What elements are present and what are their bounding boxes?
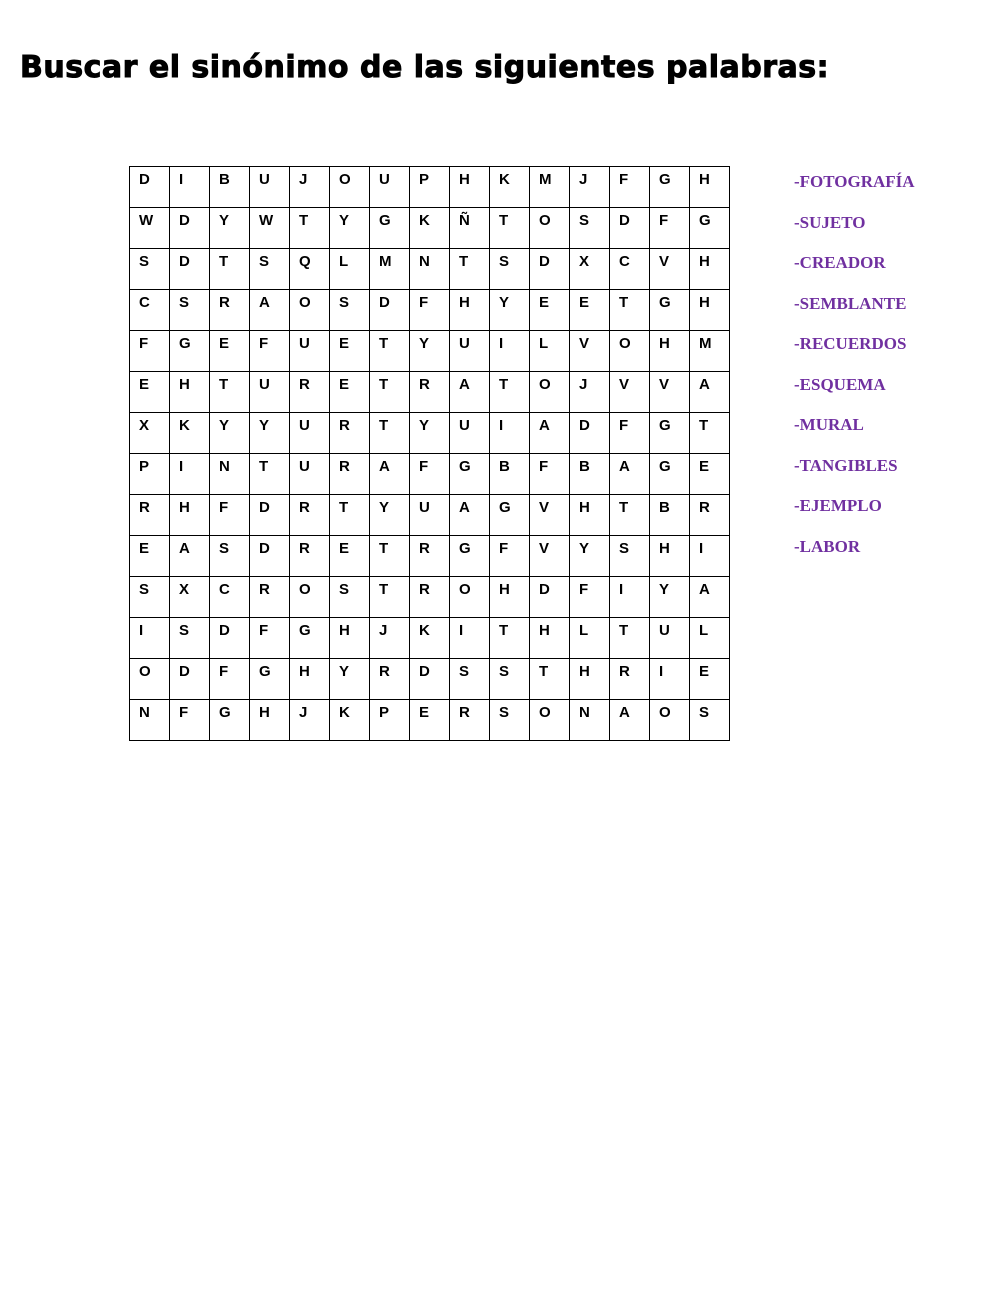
grid-cell: F — [130, 331, 170, 372]
word-search-grid — [129, 166, 730, 741]
grid-cell: T — [370, 577, 410, 618]
grid-cell: J — [570, 167, 610, 208]
grid-row — [130, 167, 730, 208]
grid-cell: C — [210, 577, 250, 618]
grid-cell: D — [530, 249, 570, 290]
word-list-item: -SUJETO — [794, 212, 866, 232]
word-list-item: -ESQUEMA — [794, 374, 886, 394]
grid-cell: S — [490, 249, 530, 290]
grid-cell: S — [170, 618, 210, 659]
grid-cell: G — [690, 208, 730, 249]
grid-cell: G — [290, 618, 330, 659]
grid-cell: F — [210, 659, 250, 700]
grid-cell: H — [570, 495, 610, 536]
grid-cell: D — [570, 413, 610, 454]
grid-cell: E — [690, 659, 730, 700]
grid-cell: Ñ — [450, 208, 490, 249]
grid-cell: L — [530, 331, 570, 372]
grid-cell: W — [250, 208, 290, 249]
grid-row — [130, 700, 730, 741]
grid-cell: S — [330, 290, 370, 331]
grid-cell: J — [290, 167, 330, 208]
grid-cell: T — [490, 208, 530, 249]
grid-cell: L — [570, 618, 610, 659]
grid-cell: R — [370, 659, 410, 700]
grid-cell: D — [370, 290, 410, 331]
grid-cell: G — [650, 167, 690, 208]
grid-cell: T — [210, 249, 250, 290]
grid-cell: V — [650, 249, 690, 290]
grid-cell: G — [650, 454, 690, 495]
grid-cell: F — [570, 577, 610, 618]
grid-row — [130, 249, 730, 290]
grid-cell: S — [210, 536, 250, 577]
grid-cell: H — [170, 495, 210, 536]
grid-cell: H — [650, 331, 690, 372]
grid-row — [130, 290, 730, 331]
grid-cell: O — [530, 372, 570, 413]
grid-cell: A — [370, 454, 410, 495]
grid-cell: T — [450, 249, 490, 290]
grid-cell: H — [690, 167, 730, 208]
grid-cell: G — [210, 700, 250, 741]
grid-cell: A — [690, 577, 730, 618]
grid-cell: U — [410, 495, 450, 536]
grid-row — [130, 577, 730, 618]
grid-cell: T — [610, 290, 650, 331]
grid-cell: I — [170, 167, 210, 208]
grid-cell: H — [250, 700, 290, 741]
grid-cell: Y — [210, 208, 250, 249]
word-list-item: -LABOR — [794, 536, 861, 556]
grid-cell: T — [530, 659, 570, 700]
grid-cell: F — [610, 413, 650, 454]
grid-cell: G — [370, 208, 410, 249]
grid-cell: H — [450, 167, 490, 208]
grid-cell: D — [170, 659, 210, 700]
grid-cell: V — [610, 372, 650, 413]
grid-cell: F — [610, 167, 650, 208]
grid-cell: Y — [330, 208, 370, 249]
grid-cell: V — [530, 536, 570, 577]
grid-cell: S — [610, 536, 650, 577]
grid-cell: T — [370, 413, 410, 454]
grid-cell: Y — [410, 331, 450, 372]
grid-cell: A — [610, 700, 650, 741]
grid-cell: D — [610, 208, 650, 249]
grid-cell: Y — [650, 577, 690, 618]
grid-cell: U — [650, 618, 690, 659]
grid-cell: S — [170, 290, 210, 331]
grid-row — [130, 372, 730, 413]
grid-row — [130, 659, 730, 700]
grid-cell: M — [690, 331, 730, 372]
grid-cell: K — [170, 413, 210, 454]
grid-cell: F — [530, 454, 570, 495]
grid-cell: A — [250, 290, 290, 331]
grid-row — [130, 495, 730, 536]
grid-cell: R — [210, 290, 250, 331]
grid-cell: G — [450, 536, 490, 577]
grid-cell: O — [530, 700, 570, 741]
grid-cell: M — [530, 167, 570, 208]
page-title: Buscar el sinónimo de las siguientes palabras: — [20, 50, 830, 85]
grid-cell: F — [410, 290, 450, 331]
grid-cell: K — [330, 700, 370, 741]
grid-cell: S — [450, 659, 490, 700]
grid-cell: U — [450, 413, 490, 454]
grid-cell: R — [250, 577, 290, 618]
grid-cell: U — [250, 372, 290, 413]
grid-cell: A — [610, 454, 650, 495]
grid-cell: O — [530, 208, 570, 249]
grid-cell: Y — [250, 413, 290, 454]
grid-cell: T — [290, 208, 330, 249]
grid-cell: A — [450, 372, 490, 413]
grid-cell: D — [170, 208, 210, 249]
grid-cell: R — [290, 372, 330, 413]
grid-cell: T — [370, 331, 410, 372]
grid-cell: H — [450, 290, 490, 331]
word-list-item: -RECUERDOS — [794, 334, 907, 353]
grid-cell: I — [450, 618, 490, 659]
grid-cell: Y — [210, 413, 250, 454]
grid-cell: T — [210, 372, 250, 413]
word-list-item: -MURAL — [794, 415, 864, 434]
grid-cell: P — [370, 700, 410, 741]
grid-cell: R — [450, 700, 490, 741]
word-list-item: -CREADOR — [794, 253, 886, 272]
word-list-item: -TANGIBLES — [794, 455, 898, 475]
grid-cell: H — [170, 372, 210, 413]
grid-cell: D — [410, 659, 450, 700]
grid-cell: J — [370, 618, 410, 659]
grid-cell: B — [650, 495, 690, 536]
grid-cell: J — [570, 372, 610, 413]
grid-cell: F — [250, 618, 290, 659]
grid-cell: G — [250, 659, 290, 700]
grid-cell: R — [130, 495, 170, 536]
grid-cell: R — [290, 495, 330, 536]
grid-cell: G — [650, 290, 690, 331]
grid-cell: S — [250, 249, 290, 290]
grid-cell: O — [450, 577, 490, 618]
grid-cell: S — [130, 249, 170, 290]
grid-cell: D — [170, 249, 210, 290]
grid-cell: T — [490, 618, 530, 659]
grid-cell: F — [250, 331, 290, 372]
grid-cell: J — [290, 700, 330, 741]
grid-cell: F — [210, 495, 250, 536]
grid-cell: Y — [570, 536, 610, 577]
grid-cell: R — [410, 372, 450, 413]
grid-cell: N — [570, 700, 610, 741]
grid-cell: F — [650, 208, 690, 249]
grid-cell: M — [370, 249, 410, 290]
grid-cell: U — [370, 167, 410, 208]
grid-cell: A — [690, 372, 730, 413]
grid-cell: F — [490, 536, 530, 577]
grid-cell: T — [330, 495, 370, 536]
grid-cell: R — [330, 413, 370, 454]
grid-row — [130, 536, 730, 577]
grid-cell: K — [490, 167, 530, 208]
grid-cell: D — [250, 495, 290, 536]
grid-cell: E — [690, 454, 730, 495]
grid-cell: U — [290, 454, 330, 495]
grid-cell: O — [130, 659, 170, 700]
grid-cell: E — [570, 290, 610, 331]
word-list — [794, 172, 915, 577]
grid-cell: P — [130, 454, 170, 495]
grid-cell: C — [610, 249, 650, 290]
grid-cell: V — [530, 495, 570, 536]
grid-cell: B — [570, 454, 610, 495]
grid-cell: I — [130, 618, 170, 659]
grid-cell: S — [570, 208, 610, 249]
grid-cell: E — [330, 331, 370, 372]
grid-cell: I — [650, 659, 690, 700]
grid-cell: E — [330, 372, 370, 413]
grid-cell: R — [690, 495, 730, 536]
grid-cell: T — [370, 536, 410, 577]
grid-cell: R — [410, 536, 450, 577]
grid-cell: H — [290, 659, 330, 700]
grid-cell: H — [330, 618, 370, 659]
grid-cell: X — [130, 413, 170, 454]
grid-cell: I — [690, 536, 730, 577]
grid-cell: B — [490, 454, 530, 495]
grid-cell: Q — [290, 249, 330, 290]
grid-cell: O — [330, 167, 370, 208]
grid-cell: C — [130, 290, 170, 331]
grid-cell: I — [610, 577, 650, 618]
grid-cell: A — [450, 495, 490, 536]
grid-cell: X — [570, 249, 610, 290]
grid-cell: V — [570, 331, 610, 372]
word-list-item: -SEMBLANTE — [794, 293, 907, 313]
grid-cell: N — [410, 249, 450, 290]
grid-cell: T — [490, 372, 530, 413]
grid-cell: H — [650, 536, 690, 577]
grid-cell: O — [650, 700, 690, 741]
grid-cell: T — [690, 413, 730, 454]
grid-row — [130, 413, 730, 454]
grid-cell: D — [210, 618, 250, 659]
grid-cell: N — [210, 454, 250, 495]
word-list-item: -FOTOGRAFÍA — [794, 172, 915, 191]
grid-cell: E — [330, 536, 370, 577]
grid-cell: G — [490, 495, 530, 536]
grid-cell: F — [410, 454, 450, 495]
grid-cell: Y — [330, 659, 370, 700]
grid-cell: V — [650, 372, 690, 413]
grid-cell: O — [290, 290, 330, 331]
grid-cell: A — [530, 413, 570, 454]
grid-cell: G — [650, 413, 690, 454]
grid-cell: E — [210, 331, 250, 372]
grid-cell: R — [610, 659, 650, 700]
grid-cell: Y — [410, 413, 450, 454]
grid-row — [130, 331, 730, 372]
grid-cell: S — [330, 577, 370, 618]
grid-row — [130, 618, 730, 659]
grid-cell: S — [490, 659, 530, 700]
grid-row — [130, 208, 730, 249]
grid-cell: R — [290, 536, 330, 577]
grid-cell: H — [690, 290, 730, 331]
grid-cell: I — [490, 413, 530, 454]
grid-cell: R — [330, 454, 370, 495]
grid-cell: U — [450, 331, 490, 372]
grid-cell: K — [410, 618, 450, 659]
grid-cell: E — [530, 290, 570, 331]
grid-cell: G — [450, 454, 490, 495]
grid-cell: A — [170, 536, 210, 577]
grid-cell: L — [330, 249, 370, 290]
grid-cell: K — [410, 208, 450, 249]
grid-cell: X — [170, 577, 210, 618]
grid-cell: E — [130, 536, 170, 577]
grid-cell: B — [210, 167, 250, 208]
grid-cell: F — [170, 700, 210, 741]
grid-cell: Y — [490, 290, 530, 331]
grid-cell: S — [690, 700, 730, 741]
grid-cell: N — [130, 700, 170, 741]
grid-cell: W — [130, 208, 170, 249]
grid-cell: D — [530, 577, 570, 618]
grid-row — [130, 454, 730, 495]
grid-cell: S — [490, 700, 530, 741]
grid-cell: U — [290, 331, 330, 372]
grid-cell: D — [130, 167, 170, 208]
grid-cell: H — [490, 577, 530, 618]
grid-cell: T — [610, 495, 650, 536]
grid-cell: O — [290, 577, 330, 618]
grid-cell: E — [410, 700, 450, 741]
grid-cell: S — [130, 577, 170, 618]
grid-cell: T — [610, 618, 650, 659]
grid-cell: L — [690, 618, 730, 659]
grid-cell: E — [130, 372, 170, 413]
grid-cell: H — [530, 618, 570, 659]
grid-cell: P — [410, 167, 450, 208]
grid-cell: T — [250, 454, 290, 495]
grid-cell: H — [570, 659, 610, 700]
grid-cell: U — [250, 167, 290, 208]
grid-cell: T — [370, 372, 410, 413]
grid-cell: D — [250, 536, 290, 577]
grid-cell: I — [490, 331, 530, 372]
grid-cell: R — [410, 577, 450, 618]
grid-cell: G — [170, 331, 210, 372]
grid-cell: I — [170, 454, 210, 495]
grid-cell: U — [290, 413, 330, 454]
grid-cell: O — [610, 331, 650, 372]
grid-cell: H — [690, 249, 730, 290]
word-list-item: -EJEMPLO — [794, 496, 882, 515]
grid-cell: Y — [370, 495, 410, 536]
